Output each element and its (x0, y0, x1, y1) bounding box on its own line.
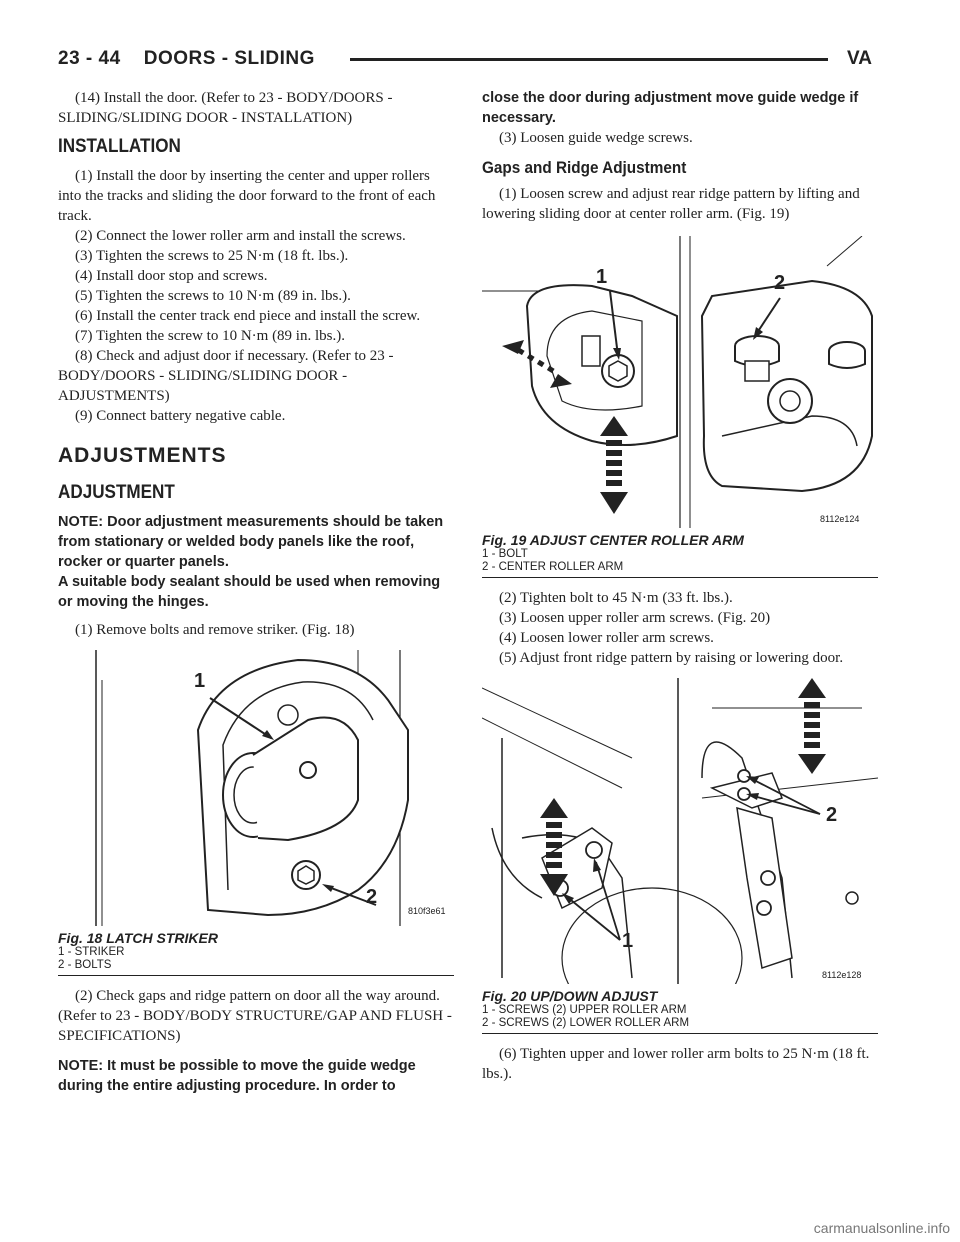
fig19-callout-2: 2 (774, 272, 786, 294)
vertical-arrow (798, 678, 826, 774)
left-column (58, 88, 454, 1104)
fig20-legend (482, 1004, 878, 1034)
gap-step: (5) Adjust front ridge pattern by raising or lowering door. (499, 650, 844, 666)
install-step: (9) Connect battery negative cable. (75, 408, 286, 424)
fig20-callout-2: 2 (826, 804, 838, 826)
fig20-callout-1: 1 (622, 930, 634, 952)
fig18-callout-1: 1 (194, 670, 206, 692)
fig19-caption: Fig. 19 ADJUST CENTER ROLLER ARM (482, 532, 744, 548)
figure-19 (482, 236, 878, 528)
installation-heading: INSTALLATION (58, 136, 181, 157)
fig19-legend (482, 548, 878, 578)
install-step: (8) Check and adjust door if necessary. (Refer to 23 - BODY/DOORS - SLIDING/SLIDING DOOR - ADJUSTMENTS) (58, 348, 394, 404)
header-section-code: VA (847, 48, 872, 69)
gap-step: (2) Tighten bolt to 45 N·m (33 ft. lbs.). (499, 590, 733, 606)
legend-item: 1 - BOLT (482, 548, 528, 560)
right-column (482, 88, 878, 1084)
page-header (58, 44, 872, 74)
fig18-legend (58, 946, 454, 976)
fig20-caption: Fig. 20 UP/DOWN ADJUST (482, 988, 658, 1004)
legend-item: 2 - CENTER ROLLER ARM (482, 561, 624, 573)
legend-item: 2 - SCREWS (2) LOWER ROLLER ARM (482, 1017, 690, 1029)
figure-18 (58, 650, 454, 926)
fig19-code: 8112e124 (820, 514, 860, 524)
adjust-step-remove-striker: (1) Remove bolts and remove striker. (Fig. 18) (75, 622, 355, 638)
install-step: (6) Install the center track end piece and install the screw. (75, 308, 421, 324)
step-install-door: (14) Install the door. (Refer to 23 - BODY/DOORS - SLIDING/SLIDING DOOR - INSTALLATION) (58, 90, 393, 126)
install-step: (4) Install door stop and screws. (75, 268, 268, 284)
note-measurements: NOTE: Door adjustment measurements should be taken from stationary or welded body panels like the roof, rocker or quarter panels. (58, 514, 444, 570)
header-rule (350, 58, 828, 61)
adjust-step-check-gaps: (2) Check gaps and ridge pattern on door all the way around. (Refer to 23 - BODY/BODY STRUCTURE/GAP AND FLUSH - SPECIFICATIONS) (58, 988, 452, 1044)
fig18-callout-2: 2 (366, 886, 378, 908)
fig18-caption: Fig. 18 LATCH STRIKER (58, 930, 218, 946)
figure-20 (482, 678, 878, 984)
legend-item: 2 - BOLTS (58, 959, 112, 971)
up-down-adjust-illustration (482, 678, 878, 984)
note-guide-wedge-cont: close the door during adjustment move guide wedge if necessary. (482, 90, 859, 126)
final-step: (6) Tighten upper and lower roller arm bolts to 25 N·m (18 ft. lbs.). (482, 1046, 870, 1082)
latch-striker-illustration (58, 650, 454, 926)
install-step: (2) Connect the lower roller arm and install the screws. (75, 228, 406, 244)
fig19-callout-1: 1 (596, 266, 608, 288)
gap-step: (3) Loosen upper roller arm screws. (Fig. 20) (499, 610, 771, 626)
install-step: (5) Tighten the screws to 10 N·m (89 in. lbs.). (75, 288, 351, 304)
step-loosen-guide-wedge: (3) Loosen guide wedge screws. (499, 130, 693, 146)
legend-item: 1 - STRIKER (58, 946, 125, 958)
watermark: carmanualsonline.info (813, 1220, 950, 1236)
header-title: 23 - 44 DOORS - SLIDING (58, 48, 315, 69)
legend-item: 1 - SCREWS (2) UPPER ROLLER ARM (482, 1004, 687, 1016)
fig20-code: 8112e128 (822, 970, 862, 980)
fig18-code: 810f3e61 (408, 906, 446, 916)
adjustments-heading: ADJUSTMENTS (58, 444, 227, 467)
adjustment-heading: ADJUSTMENT (58, 482, 175, 503)
center-roller-arm-illustration (482, 236, 878, 528)
gaps-ridge-heading: Gaps and Ridge Adjustment (482, 158, 687, 177)
gap-step-1: (1) Loosen screw and adjust rear ridge pattern by lifting and lowering sliding door at center roller arm. (Fig. 19) (482, 186, 860, 222)
gap-step: (4) Loosen lower roller arm screws. (499, 630, 714, 646)
note-sealant: A suitable body sealant should be used when removing or moving the hinges. (58, 574, 441, 610)
note-guide-wedge: NOTE: It must be possible to move the guide wedge during the entire adjusting procedure. In order to (58, 1058, 416, 1094)
vertical-arrow (600, 416, 628, 514)
install-step: (1) Install the door by inserting the center and upper rollers into the tracks and sliding the door forward to the front of each track. (58, 168, 436, 224)
install-step: (3) Tighten the screws to 25 N·m (18 ft. lbs.). (75, 248, 349, 264)
install-step: (7) Tighten the screw to 10 N·m (89 in. lbs.). (75, 328, 345, 344)
